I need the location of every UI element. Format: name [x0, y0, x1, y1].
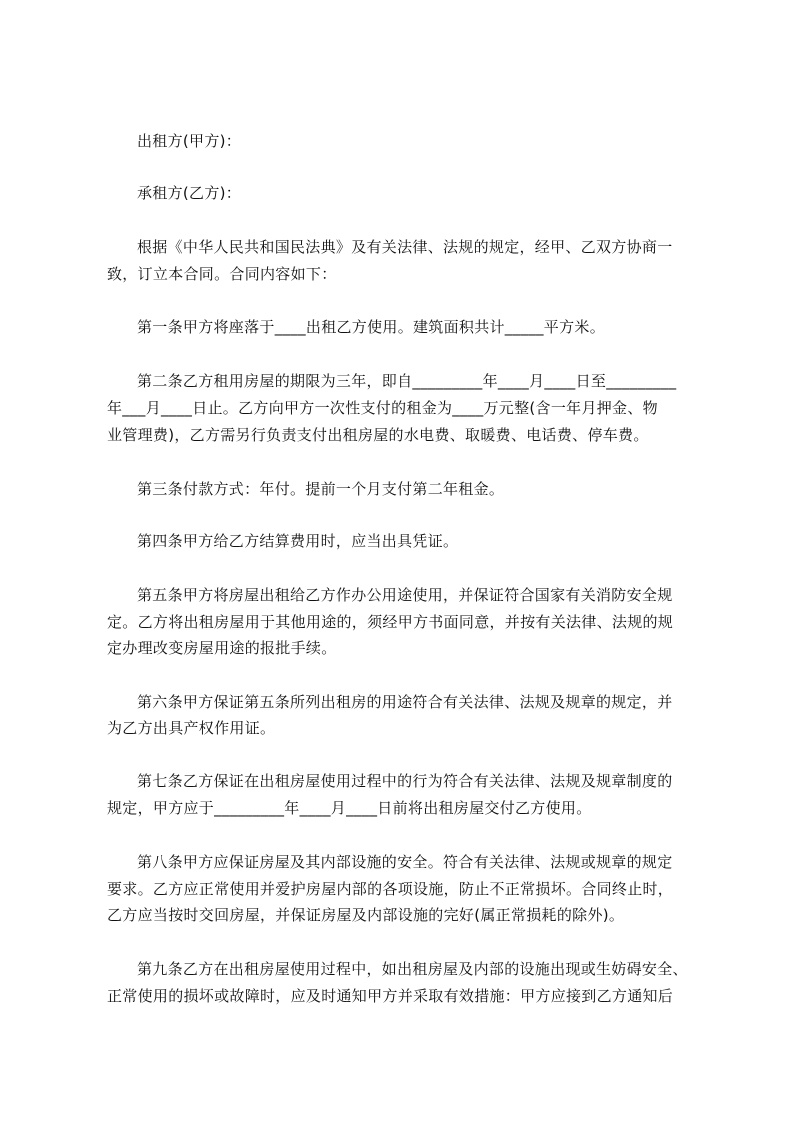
article-2-line-2: 年___月____日止。乙方向甲方一次性支付的租金为____万元整(含一年月押金、物 [107, 399, 658, 417]
article-9-line-2: 正常使用的损坏或故障时，应及时通知甲方并采取有效措施：甲方应接到乙方通知后 [107, 987, 674, 1005]
article-2-line-1: 第二条乙方租用房屋的期限为三年，即自_________年____月____日至_________ [137, 372, 677, 390]
article-7-line-1: 第七条乙方保证在出租房屋使用过程中的行为符合有关法律、法规及规章制度的 [137, 772, 673, 790]
article-4-line-1: 第四条甲方给乙方结算费用时，应当出具凭证。 [137, 532, 459, 550]
article-6-line-1: 第六条甲方保证第五条所列出租房的用途符合有关法律、法规及规章的规定，并 [137, 693, 673, 711]
lessor-line: 出租方(甲方)： [137, 132, 242, 150]
article-8-line-1: 第八条甲方应保证房屋及其内部设施的安全。符合有关法律、法规或规章的规定 [137, 853, 673, 871]
article-8-line-3: 乙方应当按时交回房屋，并保证房屋及内部设施的完好(属正常损耗的除外)。 [107, 906, 625, 924]
preamble-line-2: 致，订立本合同。合同内容如下： [107, 265, 337, 283]
article-3-line-1: 第三条付款方式：年付。提前一个月支付第二年租金。 [137, 480, 505, 498]
article-5-line-1: 第五条甲方将房屋出租给乙方作办公用途使用，并保证符合国家有关消防安全规 [137, 586, 673, 604]
lessee-line: 承租方(乙方)： [137, 184, 242, 202]
article-5-line-2: 定。乙方将出租房屋用于其他用途的，须经甲方书面同意，并按有关法律、法规的规 [107, 613, 674, 631]
article-7-line-2: 规定，甲方应于_________年____月____日前将出租房屋交付乙方使用。 [107, 799, 592, 817]
article-2-line-3: 业管理费)，乙方需另行负责支付出租房屋的水电费、取暖费、电话费、停车费。 [107, 426, 649, 444]
article-5-line-3: 定办理改变房屋用途的报批手续。 [107, 639, 337, 657]
article-1-line-1: 第一条甲方将座落于____出租乙方使用。建筑面积共计_____平方米。 [137, 318, 606, 336]
article-8-line-2: 要求。乙方应正常使用并爱护房屋内部的各项设施，防止不正常损坏。合同终止时， [107, 880, 674, 898]
preamble-line-1: 根据《中华人民共和国民法典》及有关法律、法规的规定，经甲、乙双方协商一 [137, 238, 673, 256]
article-6-line-2: 为乙方出具产权作用证。 [107, 719, 276, 737]
article-9-line-1: 第九条乙方在出租房屋使用过程中，如出租房屋及内部的设施出现或生妨碍安全、 [137, 960, 688, 978]
